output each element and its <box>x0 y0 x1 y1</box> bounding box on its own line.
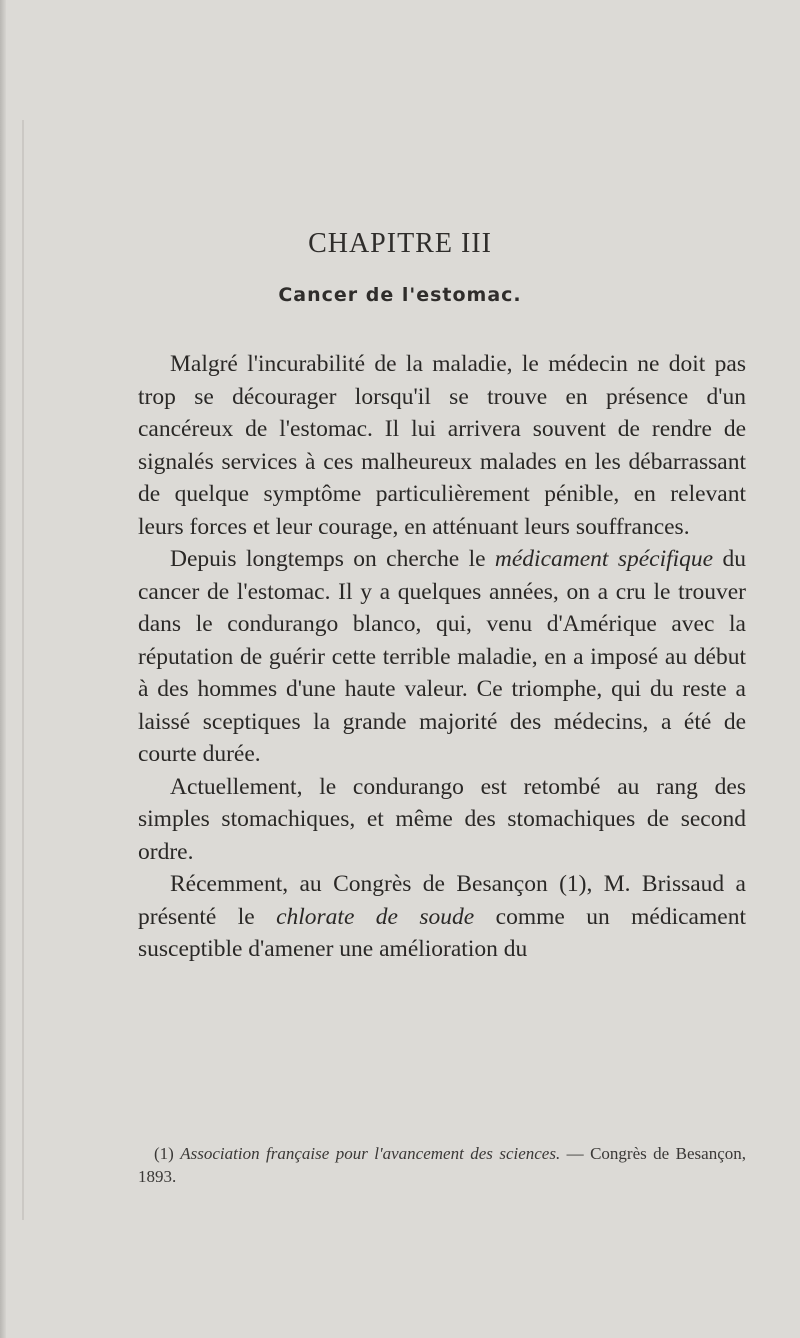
paragraph <box>138 348 746 543</box>
paragraph-text: Actuellement, le condurango est retombé au rang des simples stomachiques, et même des stomachiques de second ordre. <box>138 773 746 865</box>
paragraph <box>138 868 746 966</box>
chapter-title: CHAPITRE III <box>308 228 492 259</box>
paragraph-text: Malgré l'incurabilité de la maladie, le médecin ne doit pas trop se décourager lorsqu'il se trouve en présence d'un cancéreux de l'estomac. Il lui arrivera souvent de rendre de signalés services à ces malheureux malades en les débarrassant de quelque symptôme particulièrement pénible, en relevant leurs forces et leur courage, en atténuant leurs souffrances. <box>138 351 746 540</box>
footnote-source: Association française pour l'avancement des sciences. <box>180 1144 561 1163</box>
footnote <box>138 1142 746 1188</box>
body-text <box>138 348 746 966</box>
paragraph-text: comme un médicament susceptible d'amener une amélioration du <box>138 903 746 962</box>
page-edge <box>0 0 6 1338</box>
paragraph-text: du cancer de l'estomac. Il y a quelques années, on a cru le trouver dans le condurango blanco, qui, venu d'Amérique avec la réputation de guérir cette terrible maladie, en a imposé au début à des hommes d'une haute valeur. Ce triomphe, qui du reste a laissé sceptiques la grande majorité des médecins, a été de courte durée. <box>138 546 746 767</box>
paragraph-text: Depuis longtemps on cherche le <box>170 546 495 572</box>
footnote-text: — Congrès de Besançon, 1893. <box>138 1144 746 1186</box>
section-title: Cancer de l'estomac. <box>278 284 522 306</box>
italic-phrase: chlorate de soude <box>276 903 475 930</box>
footnote-marker: (1) <box>154 1144 181 1163</box>
paragraph-text: Récemment, au Congrès de Besançon (1), M. Brissaud a présenté le <box>138 871 746 930</box>
paragraph <box>138 543 746 771</box>
italic-phrase: médicament spécifique <box>494 546 714 572</box>
paragraph <box>138 771 746 869</box>
